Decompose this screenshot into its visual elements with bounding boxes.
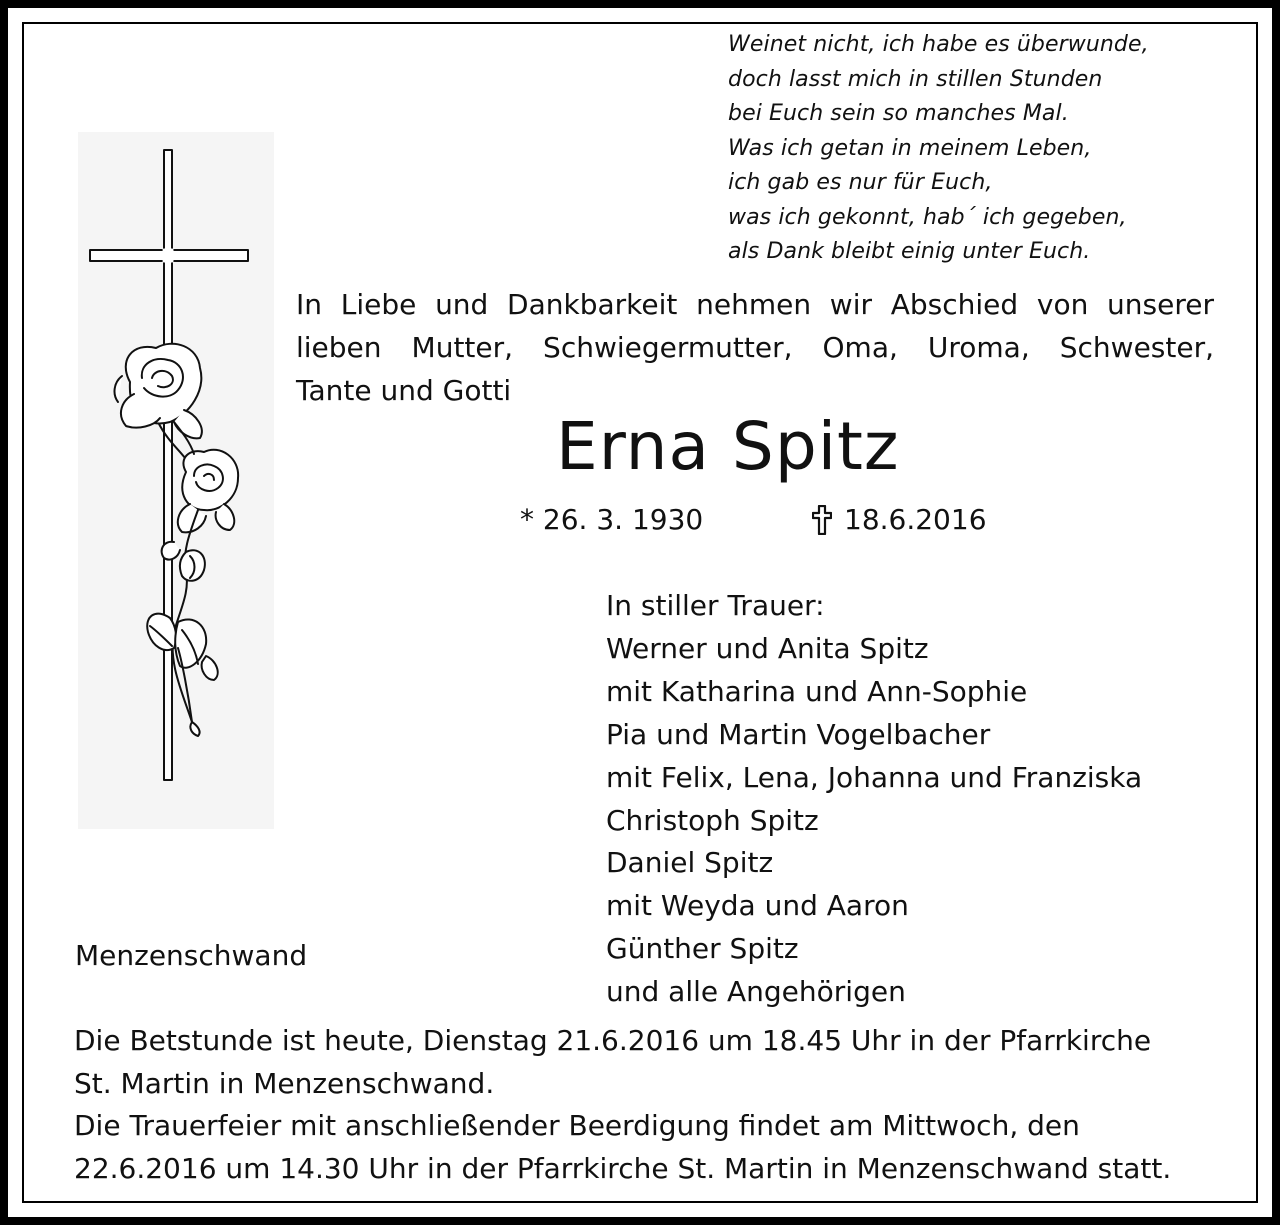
intro-line: lieben Mutter, Schwiegermutter, Oma, Uroma, Schwester, bbox=[296, 331, 1214, 364]
list-item: mit Felix, Lena, Johanna und Franziska bbox=[606, 760, 1143, 794]
death-date: 18.6.2016 bbox=[844, 503, 987, 536]
death-date-group bbox=[812, 500, 987, 546]
list-item: und alle Angehörigen bbox=[606, 975, 906, 1009]
intro-line: In Liebe und Dankbarkeit nehmen wir Abschied von unserer bbox=[296, 288, 1214, 321]
poem bbox=[728, 28, 1248, 270]
list-item: mit Weyda und Aaron bbox=[606, 889, 909, 923]
list-item: mit Katharina und Ann-Sophie bbox=[606, 674, 1028, 708]
poem-line: was ich gekonnt, hab´ ich gegeben, bbox=[728, 204, 1127, 230]
notice-line: 22.6.2016 um 14.30 Uhr in der Pfarrkirche St. Martin in Menzenschwand statt. bbox=[74, 1151, 1172, 1185]
poem-line: bei Euch sein so manches Mal. bbox=[728, 101, 1069, 126]
mourners-list bbox=[606, 585, 1142, 1014]
notice-line: Die Trauerfeier mit anschließender Beerdigung findet am Mittwoch, den bbox=[74, 1109, 1080, 1142]
intro-line: Tante und Gotti bbox=[296, 374, 512, 407]
poem-line: Was ich getan in meinem Leben, bbox=[728, 135, 1092, 161]
place-name: Menzenschwand bbox=[75, 939, 308, 972]
deceased-name: Erna Spitz bbox=[556, 408, 900, 485]
poem-line: doch lasst mich in stillen Stunden bbox=[728, 66, 1103, 92]
service-notice bbox=[74, 1020, 1171, 1190]
notice-line: St. Martin in Menzenschwand. bbox=[74, 1066, 495, 1100]
list-item: Christoph Spitz bbox=[606, 803, 819, 837]
notice-line: Die Betstunde ist heute, Dienstag 21.6.2016 um 18.45 Uhr in der Pfarrkirche bbox=[74, 1024, 1152, 1057]
birth-date: * 26. 3. 1930 bbox=[520, 503, 704, 536]
list-item: Pia und Martin Vogelbacher bbox=[606, 717, 991, 751]
latin-cross-icon bbox=[812, 505, 832, 546]
poem-line: als Dank bleibt einig unter Euch. bbox=[728, 239, 1091, 264]
poem-line: Weinet nicht, ich habe es überwunde, bbox=[728, 32, 1149, 57]
list-item: Daniel Spitz bbox=[606, 846, 774, 880]
mourners-heading: In stiller Trauer: bbox=[606, 589, 825, 622]
poem-line: ich gab es nur für Euch, bbox=[728, 170, 993, 195]
cross-with-roses-icon bbox=[78, 132, 274, 829]
list-item: Günther Spitz bbox=[606, 932, 799, 966]
intro-text bbox=[296, 283, 1214, 412]
list-item: Werner und Anita Spitz bbox=[606, 631, 929, 665]
